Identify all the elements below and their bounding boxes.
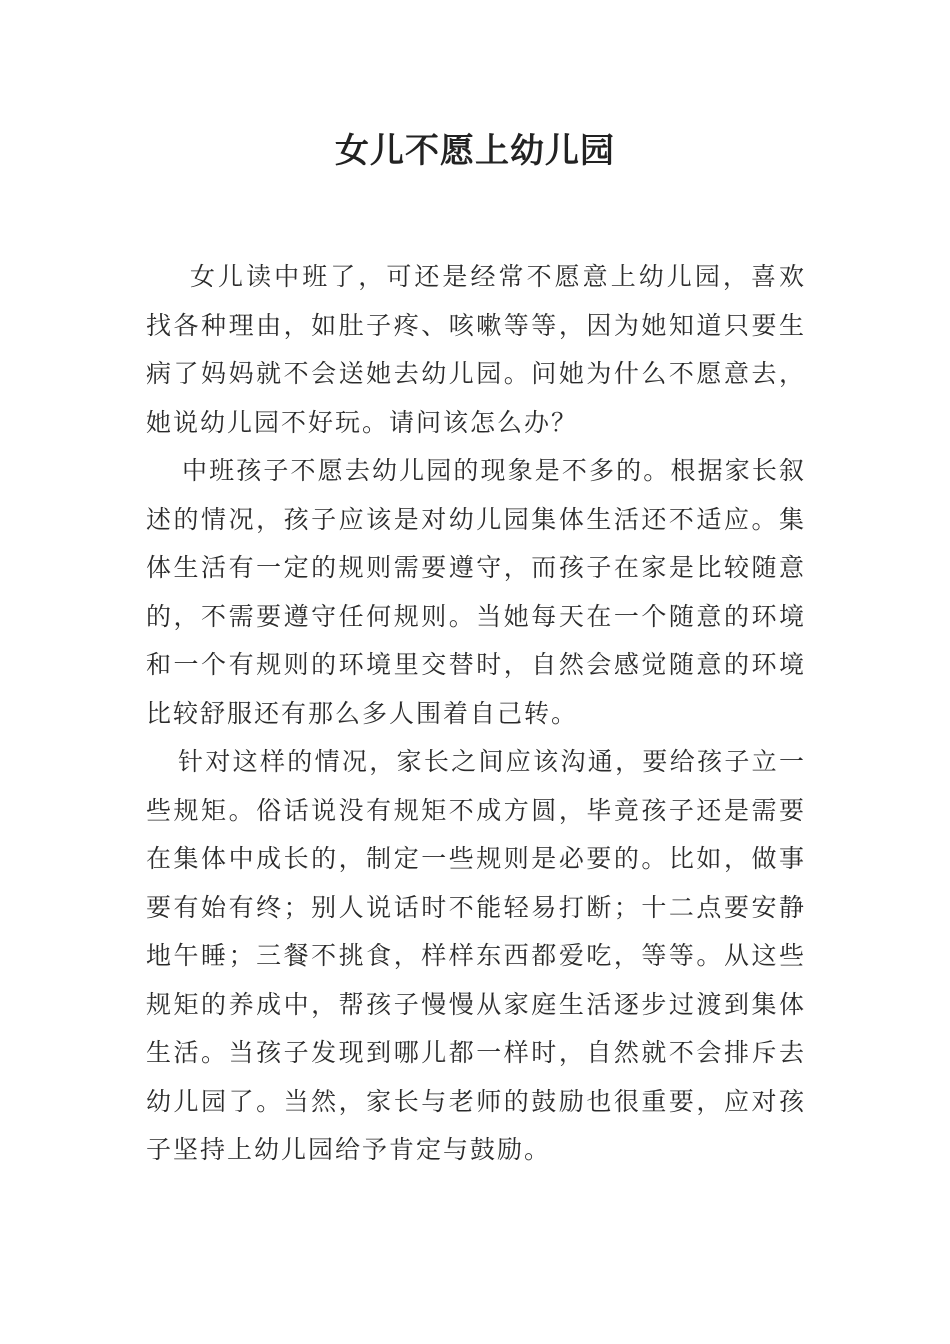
paragraph-question: 女儿读中班了，可还是经常不愿意上幼儿园，喜欢找各种理由，如肚子疼、咳嗽等等，因为她知道只要生病了妈妈就不会送她去幼儿园。问她为什么不愿意去，她说幼儿园不好玩。请问该怎么办？ xyxy=(146,262,806,437)
document-body xyxy=(146,253,806,1175)
paragraph-analysis: 中班孩子不愿去幼儿园的现象是不多的。根据家长叙述的情况，孩子应该是对幼儿园集体生活还不适应。集体生活有一定的规则需要遵守，而孩子在家是比较随意的，不需要遵守任何规则。当她每天在一个随意的环境和一个有规则的环境里交替时，自然会感觉随意的环境比较舒服还有那么多人围着自己转。 xyxy=(146,456,806,728)
paragraph-advice: 针对这样的情况，家长之间应该沟通，要给孩子立一些规矩。俗话说没有规矩不成方圆，毕竟孩子还是需要在集体中成长的，制定一些规则是必要的。比如，做事要有始有终；别人说话时不能轻易打断；十二点要安静地午睡；三餐不挑食，样样东西都爱吃，等等。从这些规矩的养成中，帮孩子慢慢从家庭生活逐步过渡到集体生活。当孩子发现到哪儿都一样时，自然就不会排斥去幼儿园了。当然，家长与老师的鼓励也很重要，应对孩子坚持上幼儿园给予肯定与鼓励。 xyxy=(146,747,806,1164)
document-title: 女儿不愿上幼儿园 xyxy=(335,131,615,171)
